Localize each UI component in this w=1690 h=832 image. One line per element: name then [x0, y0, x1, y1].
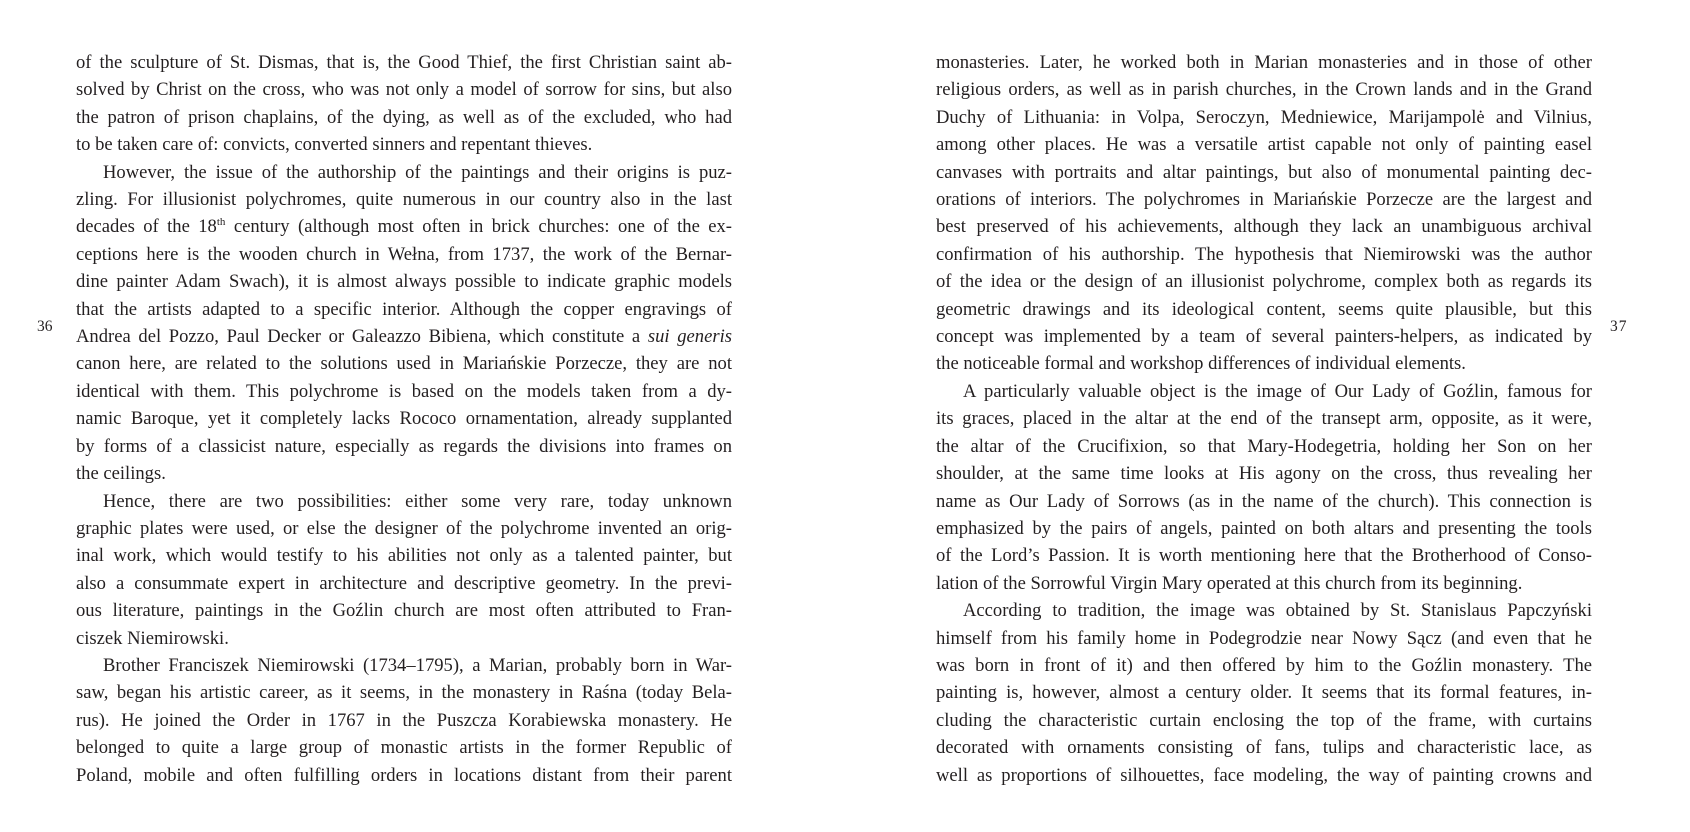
text-line — [76, 49, 732, 76]
text-line — [76, 515, 732, 542]
line-text — [76, 49, 732, 76]
text-line — [936, 460, 1592, 487]
line-segment: best preserved of his achievements, although they lack an unambiguous archival — [936, 216, 1592, 238]
text-line — [76, 241, 732, 268]
text-line — [76, 213, 732, 240]
line-text — [936, 350, 1466, 377]
line-segment: orations of interiors. The polychromes in Mariańskie Porzecze are the largest and — [936, 189, 1592, 211]
line-segment: ciszek Niemirowski. — [76, 627, 229, 649]
line-text — [76, 570, 732, 597]
text-line — [76, 104, 732, 131]
line-segment: zling. For illusionist polychromes, quite numerous in our country also in the last — [76, 189, 732, 211]
line-segment: According to tradition, the image was obtained by St. Stanislaus Papczyński — [963, 600, 1592, 622]
line-text — [936, 268, 1592, 295]
line-text — [936, 542, 1592, 569]
line-text — [936, 405, 1592, 432]
line-text — [76, 268, 732, 295]
line-segment: religious orders, as well as in parish churches, in the Crown lands and in the Grand — [936, 79, 1592, 101]
line-text — [76, 76, 732, 103]
paragraph-first-line — [76, 652, 732, 679]
line-segment: monasteries. Later, he worked both in Marian monasteries and in those of other — [936, 52, 1592, 73]
text-line — [936, 652, 1592, 679]
line-segment: emphasized by the pairs of angels, painted on both altars and presenting the tools — [936, 517, 1592, 539]
line-text — [936, 762, 1592, 789]
line-segment: the altar of the Crucifixion, so that Mary-Hodegetria, holding her Son on her — [936, 435, 1592, 457]
line-text — [103, 159, 732, 186]
line-text — [936, 433, 1592, 460]
line-segment: its graces, placed in the altar at the end of the transept arm, opposite, as it were, — [936, 408, 1592, 430]
line-text — [76, 213, 732, 243]
text-line — [936, 542, 1592, 569]
line-text — [936, 76, 1592, 103]
text-line — [76, 707, 732, 734]
text-line — [76, 625, 732, 652]
line-segment: Andrea del Pozzo, Paul Decker or Galeazzo Bibiena, which constitute a — [76, 326, 648, 348]
line-segment: graphic plates were used, or else the designer of the polychrome invented an orig- — [76, 517, 732, 539]
line-segment: lation of the Sorrowful Virgin Mary operated at this church from its beginning. — [936, 572, 1523, 594]
text-line — [76, 597, 732, 624]
line-segment: confirmation of his authorship. The hypothesis that Niemirowski was the author — [936, 243, 1592, 265]
text-line — [936, 707, 1592, 734]
text-line — [936, 104, 1592, 131]
line-text — [76, 679, 732, 706]
line-text — [936, 488, 1592, 515]
line-text — [76, 433, 732, 460]
line-text — [936, 213, 1592, 240]
line-text — [76, 104, 732, 131]
line-segment: among other places. He was a versatile artist capable not only of painting easel — [936, 134, 1592, 156]
text-line — [936, 131, 1592, 158]
line-text — [76, 460, 166, 487]
line-text — [936, 652, 1592, 679]
text-line — [76, 542, 732, 569]
line-segment: was born in front of it) and then offered by him to the Goźlin monastery. The — [936, 654, 1592, 676]
line-segment: ceptions here is the wooden church in Wełna, from 1737, the work of the Bernar- — [76, 243, 732, 265]
paragraph-first-line — [936, 378, 1592, 405]
page-number: 36 — [37, 318, 53, 335]
line-text — [936, 186, 1592, 213]
line-text — [76, 186, 732, 213]
text-line — [76, 323, 732, 350]
text-line — [936, 625, 1592, 652]
line-segment: shoulder, at the same time looks at His agony on the cross, thus revealing her — [936, 463, 1592, 485]
line-text — [76, 597, 732, 624]
text-line — [76, 762, 732, 789]
line-segment: belonged to quite a large group of monastic artists in the former Republic of — [76, 737, 732, 759]
line-segment: painting is, however, almost a century older. It seems that its formal features, in- — [936, 682, 1592, 704]
text-line — [936, 433, 1592, 460]
text-line — [936, 323, 1592, 350]
line-segment: However, the issue of the authorship of the paintings and their origins is puz- — [103, 161, 732, 183]
line-text — [76, 515, 732, 542]
line-segment: to be taken care of: convicts, converted sinners and repentant thieves. — [76, 134, 593, 156]
line-segment: dine painter Adam Swach), it is almost always possible to indicate graphic models — [76, 271, 732, 293]
line-text — [936, 323, 1592, 350]
line-text — [936, 570, 1522, 597]
line-segment: rus). He joined the Order in 1767 in the Puszcza Korabiewska monastery. He — [76, 709, 732, 731]
line-text — [936, 49, 1592, 76]
paragraph-first-line — [936, 597, 1592, 624]
line-text — [936, 515, 1592, 542]
text-line — [76, 734, 732, 761]
line-segment: name as Our Lady of Sorrows (as in the name of the church). This connection is — [936, 490, 1592, 512]
line-segment: Duchy of Lithuania: in Volpa, Seroczyn, Medniewice, Marijampolė and Vilnius, — [936, 106, 1592, 128]
line-text — [76, 762, 732, 789]
text-line — [76, 679, 732, 706]
text-column — [76, 49, 732, 789]
line-text — [76, 542, 732, 569]
line-text — [936, 679, 1592, 706]
line-segment: the noticeable formal and workshop differences of individual elements. — [936, 353, 1466, 375]
text-line — [76, 378, 732, 405]
line-text — [103, 488, 732, 515]
line-segment: himself from his family home in Podegrodzie near Nowy Sącz (and even that he — [936, 627, 1592, 649]
line-segment: the patron of prison chaplains, of the dying, as well as of the excluded, who had — [76, 106, 732, 128]
line-segment: Brother Franciszek Niemirowski (1734–1795), a Marian, probably born in War- — [103, 654, 732, 676]
line-segment: decorated with ornaments consisting of fans, tulips and characteristic lace, as — [936, 737, 1592, 759]
line-text — [76, 625, 229, 652]
line-segment: of the idea or the design of an illusionist polychrome, complex both as regards its — [936, 271, 1592, 293]
text-line — [936, 186, 1592, 213]
line-text — [76, 323, 732, 350]
line-text — [76, 241, 732, 268]
text-line — [936, 734, 1592, 761]
text-line — [936, 488, 1592, 515]
line-segment: namic Baroque, yet it completely lacks Rococo ornamentation, already supplanted — [76, 408, 732, 430]
line-segment: cluding the characteristic curtain enclosing the top of the frame, with curtains — [936, 709, 1592, 731]
line-segment: canvases with portraits and altar paintings, but also of monumental painting dec- — [936, 161, 1592, 183]
paragraph-first-line — [76, 159, 732, 186]
page-number: 37 — [1610, 318, 1628, 335]
line-text — [103, 652, 732, 679]
line-text — [936, 460, 1592, 487]
line-segment: that the artists adapted to a specific interior. Although the copper engravings of — [76, 298, 732, 320]
line-text — [76, 296, 732, 323]
line-segment: inal work, which would testify to his abilities not only as a talented painter, but — [76, 545, 732, 567]
line-segment: saw, began his artistic career, as it seems, in the monastery in Raśna (today Bela- — [76, 682, 732, 704]
text-line — [936, 762, 1592, 789]
text-line — [76, 433, 732, 460]
line-segment: well as proportions of silhouettes, face modeling, the way of painting crowns and — [936, 764, 1592, 786]
paragraph-first-line — [76, 488, 732, 515]
line-segment: Poland, mobile and often fulfilling orders in locations distant from their parent — [76, 764, 732, 786]
line-text — [936, 159, 1592, 186]
line-segment: A particularly valuable object is the image of Our Lady of Goźlin, famous for — [963, 380, 1592, 402]
line-text — [76, 734, 732, 761]
page-right — [845, 0, 1690, 832]
line-text — [936, 241, 1592, 268]
line-segment: by forms of a classicist nature, especially as regards the divisions into frames on — [76, 435, 732, 457]
line-segment: century (although most often in brick churches: one of the ex- — [225, 216, 732, 238]
italic-term: sui generis — [647, 326, 732, 348]
line-segment: concept was implemented by a team of several painters-helpers, as indicated by — [936, 326, 1592, 348]
text-line — [76, 350, 732, 377]
text-line — [936, 679, 1592, 706]
text-line — [936, 76, 1592, 103]
line-text — [963, 597, 1592, 624]
line-segment: decades of the 18 — [76, 216, 217, 238]
text-line — [936, 268, 1592, 295]
line-text — [936, 625, 1592, 652]
line-text — [76, 707, 732, 734]
text-line — [936, 241, 1592, 268]
text-line — [76, 186, 732, 213]
text-line — [76, 570, 732, 597]
text-line — [76, 76, 732, 103]
line-segment: ous literature, paintings in the Goźlin church are most often attributed to Fran- — [76, 600, 732, 622]
line-text — [936, 131, 1592, 158]
line-segment: identical with them. This polychrome is based on the models taken from a dy- — [76, 380, 732, 402]
text-line — [936, 350, 1592, 377]
line-segment: of the sculpture of St. Dismas, that is, the Good Thief, the first Christian saint ab- — [76, 52, 732, 73]
line-segment: geometric drawings and its ideological content, seems quite plausible, but this — [936, 298, 1592, 320]
text-line — [936, 296, 1592, 323]
line-text — [963, 378, 1592, 405]
line-segment: of the Lord’s Passion. It is worth mentioning here that the Brotherhood of Conso- — [936, 545, 1592, 567]
line-text — [936, 734, 1592, 761]
text-line — [76, 296, 732, 323]
line-segment: also a consummate expert in architecture and descriptive geometry. In the previ- — [76, 572, 732, 594]
line-segment: canon here, are related to the solutions used in Mariańskie Porzecze, they are not — [76, 353, 732, 375]
superscript: th — [216, 216, 226, 229]
line-segment: the ceilings. — [76, 463, 166, 485]
text-line — [76, 405, 732, 432]
text-line — [936, 405, 1592, 432]
line-text — [936, 296, 1592, 323]
text-line — [936, 570, 1592, 597]
text-line — [76, 460, 732, 487]
line-text — [76, 378, 732, 405]
text-line — [936, 159, 1592, 186]
line-text — [76, 405, 732, 432]
line-text — [936, 707, 1592, 734]
line-text — [936, 104, 1592, 131]
line-segment: Hence, there are two possibilities: either some very rare, today unknown — [103, 490, 732, 512]
text-line — [936, 49, 1592, 76]
line-text — [76, 131, 592, 158]
line-segment: solved by Christ on the cross, who was not only a model of sorrow for sins, but also — [76, 79, 732, 101]
text-line — [936, 213, 1592, 240]
text-column — [936, 49, 1592, 789]
text-line — [76, 131, 732, 158]
line-text — [76, 350, 732, 377]
text-line — [76, 268, 732, 295]
text-line — [936, 515, 1592, 542]
